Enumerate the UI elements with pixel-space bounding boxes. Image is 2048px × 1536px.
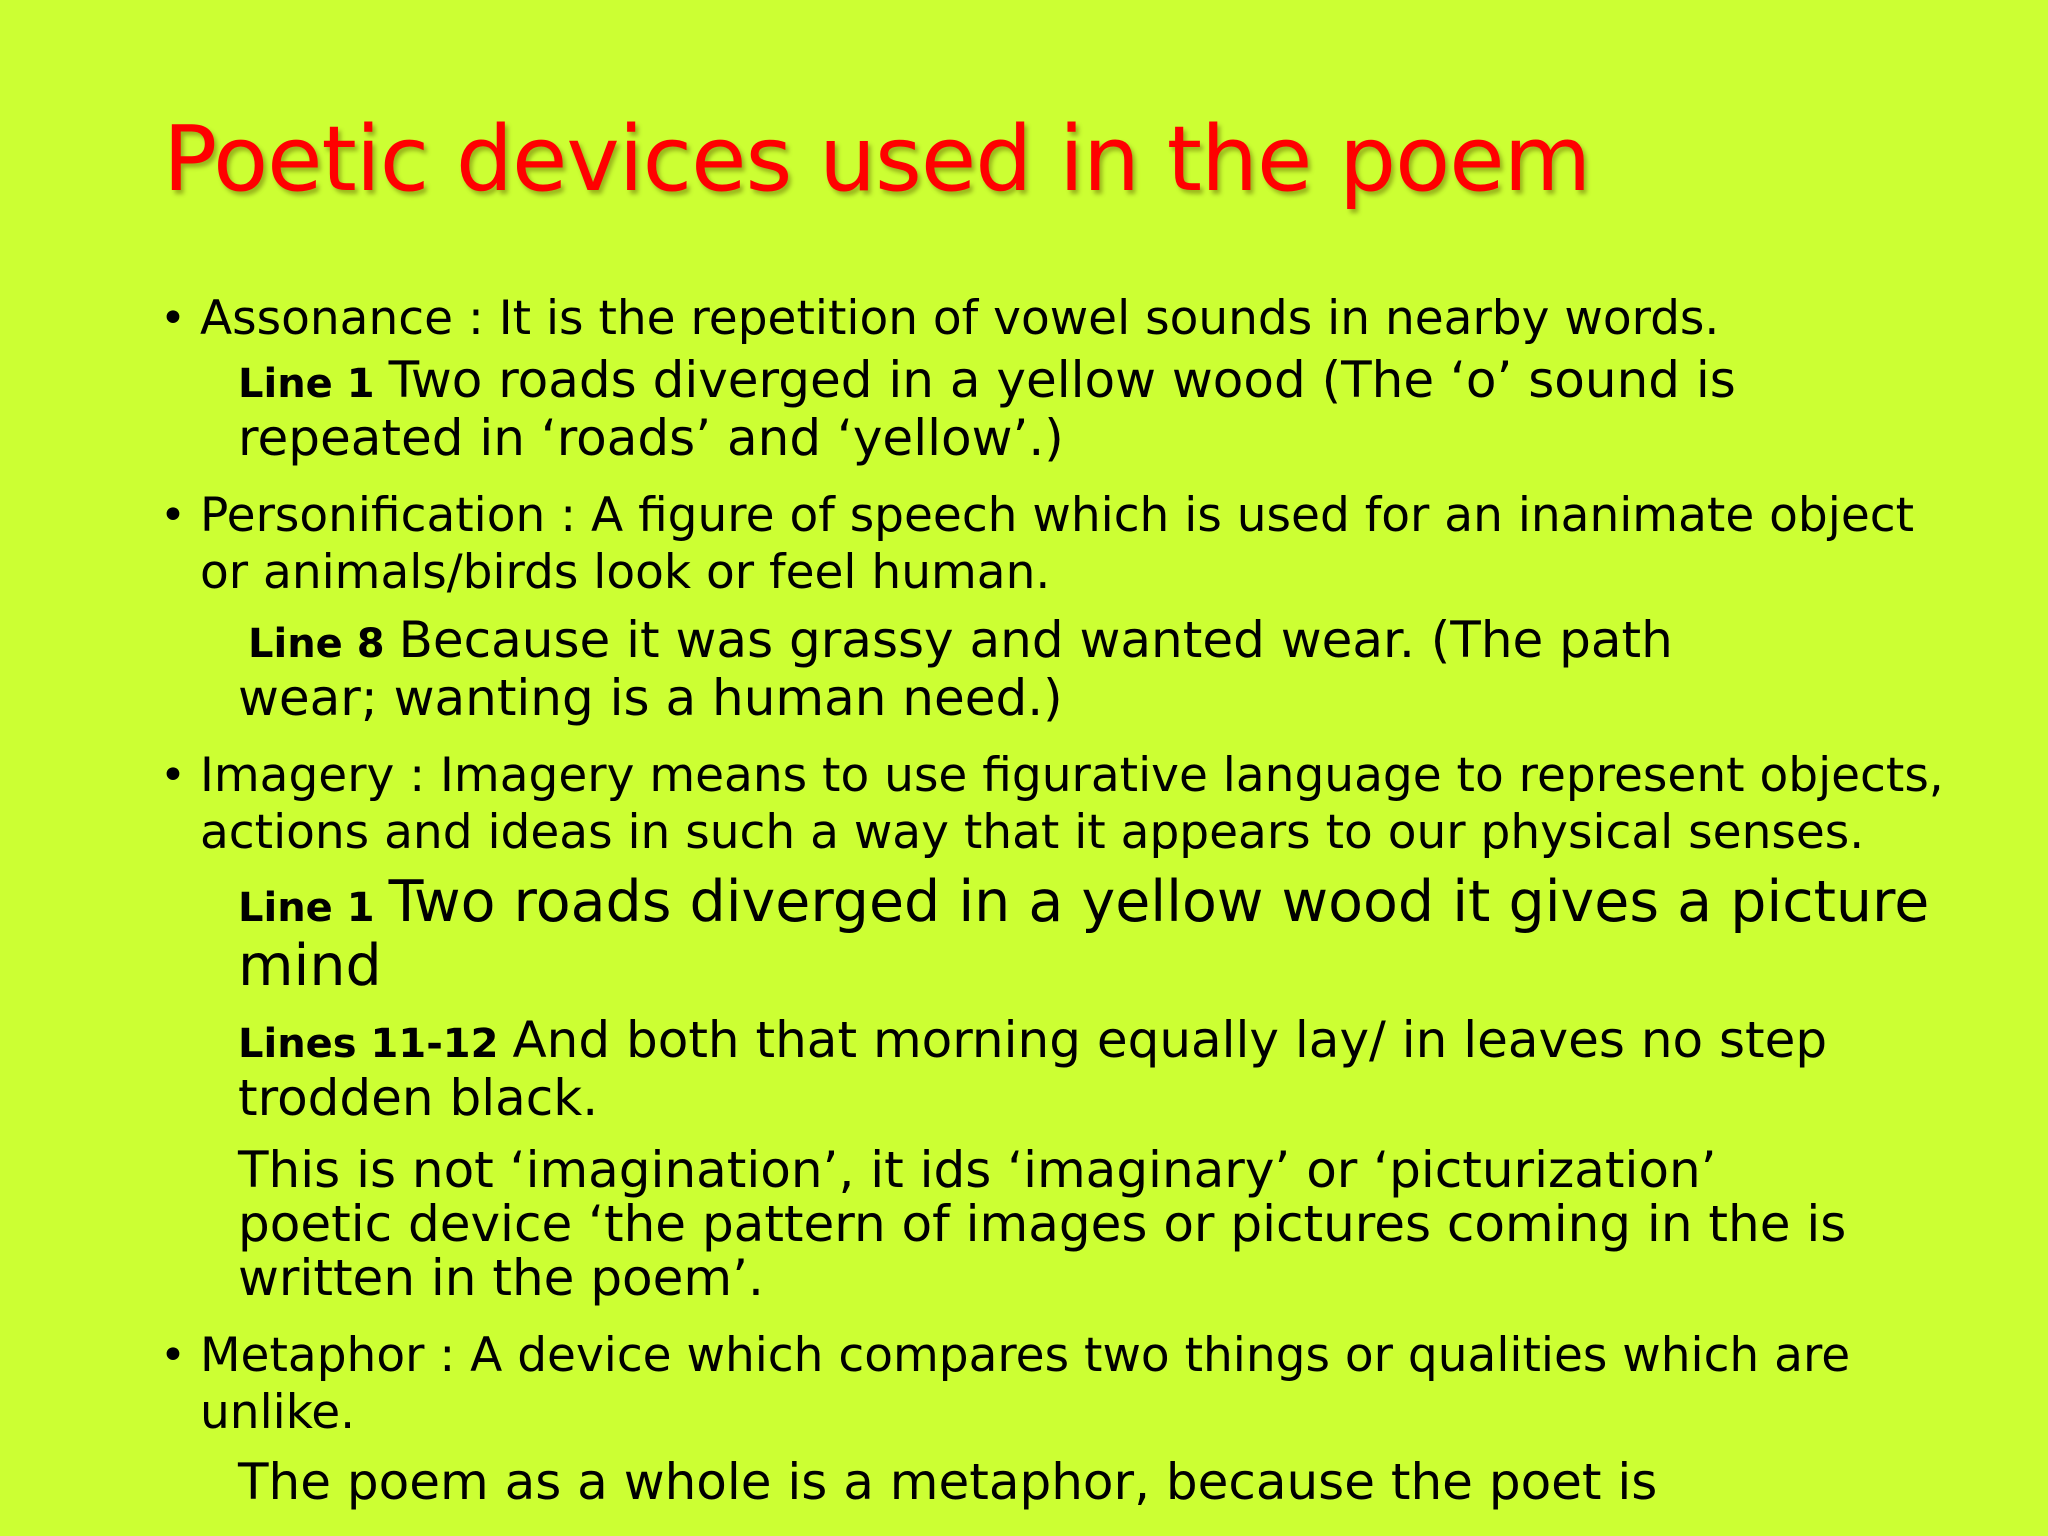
example-metaphor (238, 1455, 1878, 1509)
bullet-text: Assonance : It is the repetition of vowel sounds in nearby words. (200, 291, 1720, 346)
example-text: Two roads diverged in a yellow wood it gives a picture mind (238, 869, 1930, 999)
example-text: This is not ‘imagination’, it ids ‘imaginary’ or ‘picturization’ poetic device ‘the pattern of images or pictures coming in the is written in the poem’. (238, 1141, 1847, 1307)
example-ref: Line 8 (248, 621, 385, 667)
bullet-dot-icon: • (160, 293, 186, 344)
example-text: Two roads diverged in a yellow wood (The ‘o’ sound is repeated in ‘roads’ and ‘yellow’.) (238, 351, 1736, 467)
bullet-text: Personification : A figure of speech which is used for an inanimate object or animals/birds look or feel human. (200, 488, 1915, 600)
example-text: The poem as a whole is a metaphor, because the poet is (238, 1453, 1658, 1511)
bullet-imagery (160, 747, 1960, 861)
bullet-metaphor (160, 1327, 1960, 1441)
example-imagery-explanation (238, 1143, 1878, 1305)
slide-content (160, 290, 2000, 1509)
bullet-text: Imagery : Imagery means to use figurative language to represent objects, actions and ideas in such a way that it appears to our physical senses. (200, 748, 1944, 860)
bullet-personification (160, 487, 1920, 601)
example-ref: Line 1 (238, 361, 375, 407)
example-personification-line-8 (238, 613, 1798, 725)
example-imagery-lines-11-12 (238, 1013, 1878, 1125)
example-text: Because it was grassy and wanted wear. (The path wear; wanting is a human need.) (238, 611, 1673, 727)
example-imagery-line-1 (238, 869, 1958, 999)
example-assonance-line-1 (238, 353, 1878, 465)
slide-title: Poetic devices used in the poem (163, 107, 1591, 212)
bullet-dot-icon: • (160, 1330, 186, 1381)
bullet-assonance (160, 290, 2000, 347)
example-ref: Lines 11-12 (238, 1021, 499, 1067)
example-text: And both that morning equally lay/ in leaves no step trodden black. (238, 1011, 1828, 1127)
example-ref: Line 1 (238, 885, 375, 931)
bullet-dot-icon: • (160, 750, 186, 801)
bullet-text: Metaphor : A device which compares two things or qualities which are unlike. (200, 1328, 1851, 1440)
bullet-dot-icon: • (160, 490, 186, 541)
